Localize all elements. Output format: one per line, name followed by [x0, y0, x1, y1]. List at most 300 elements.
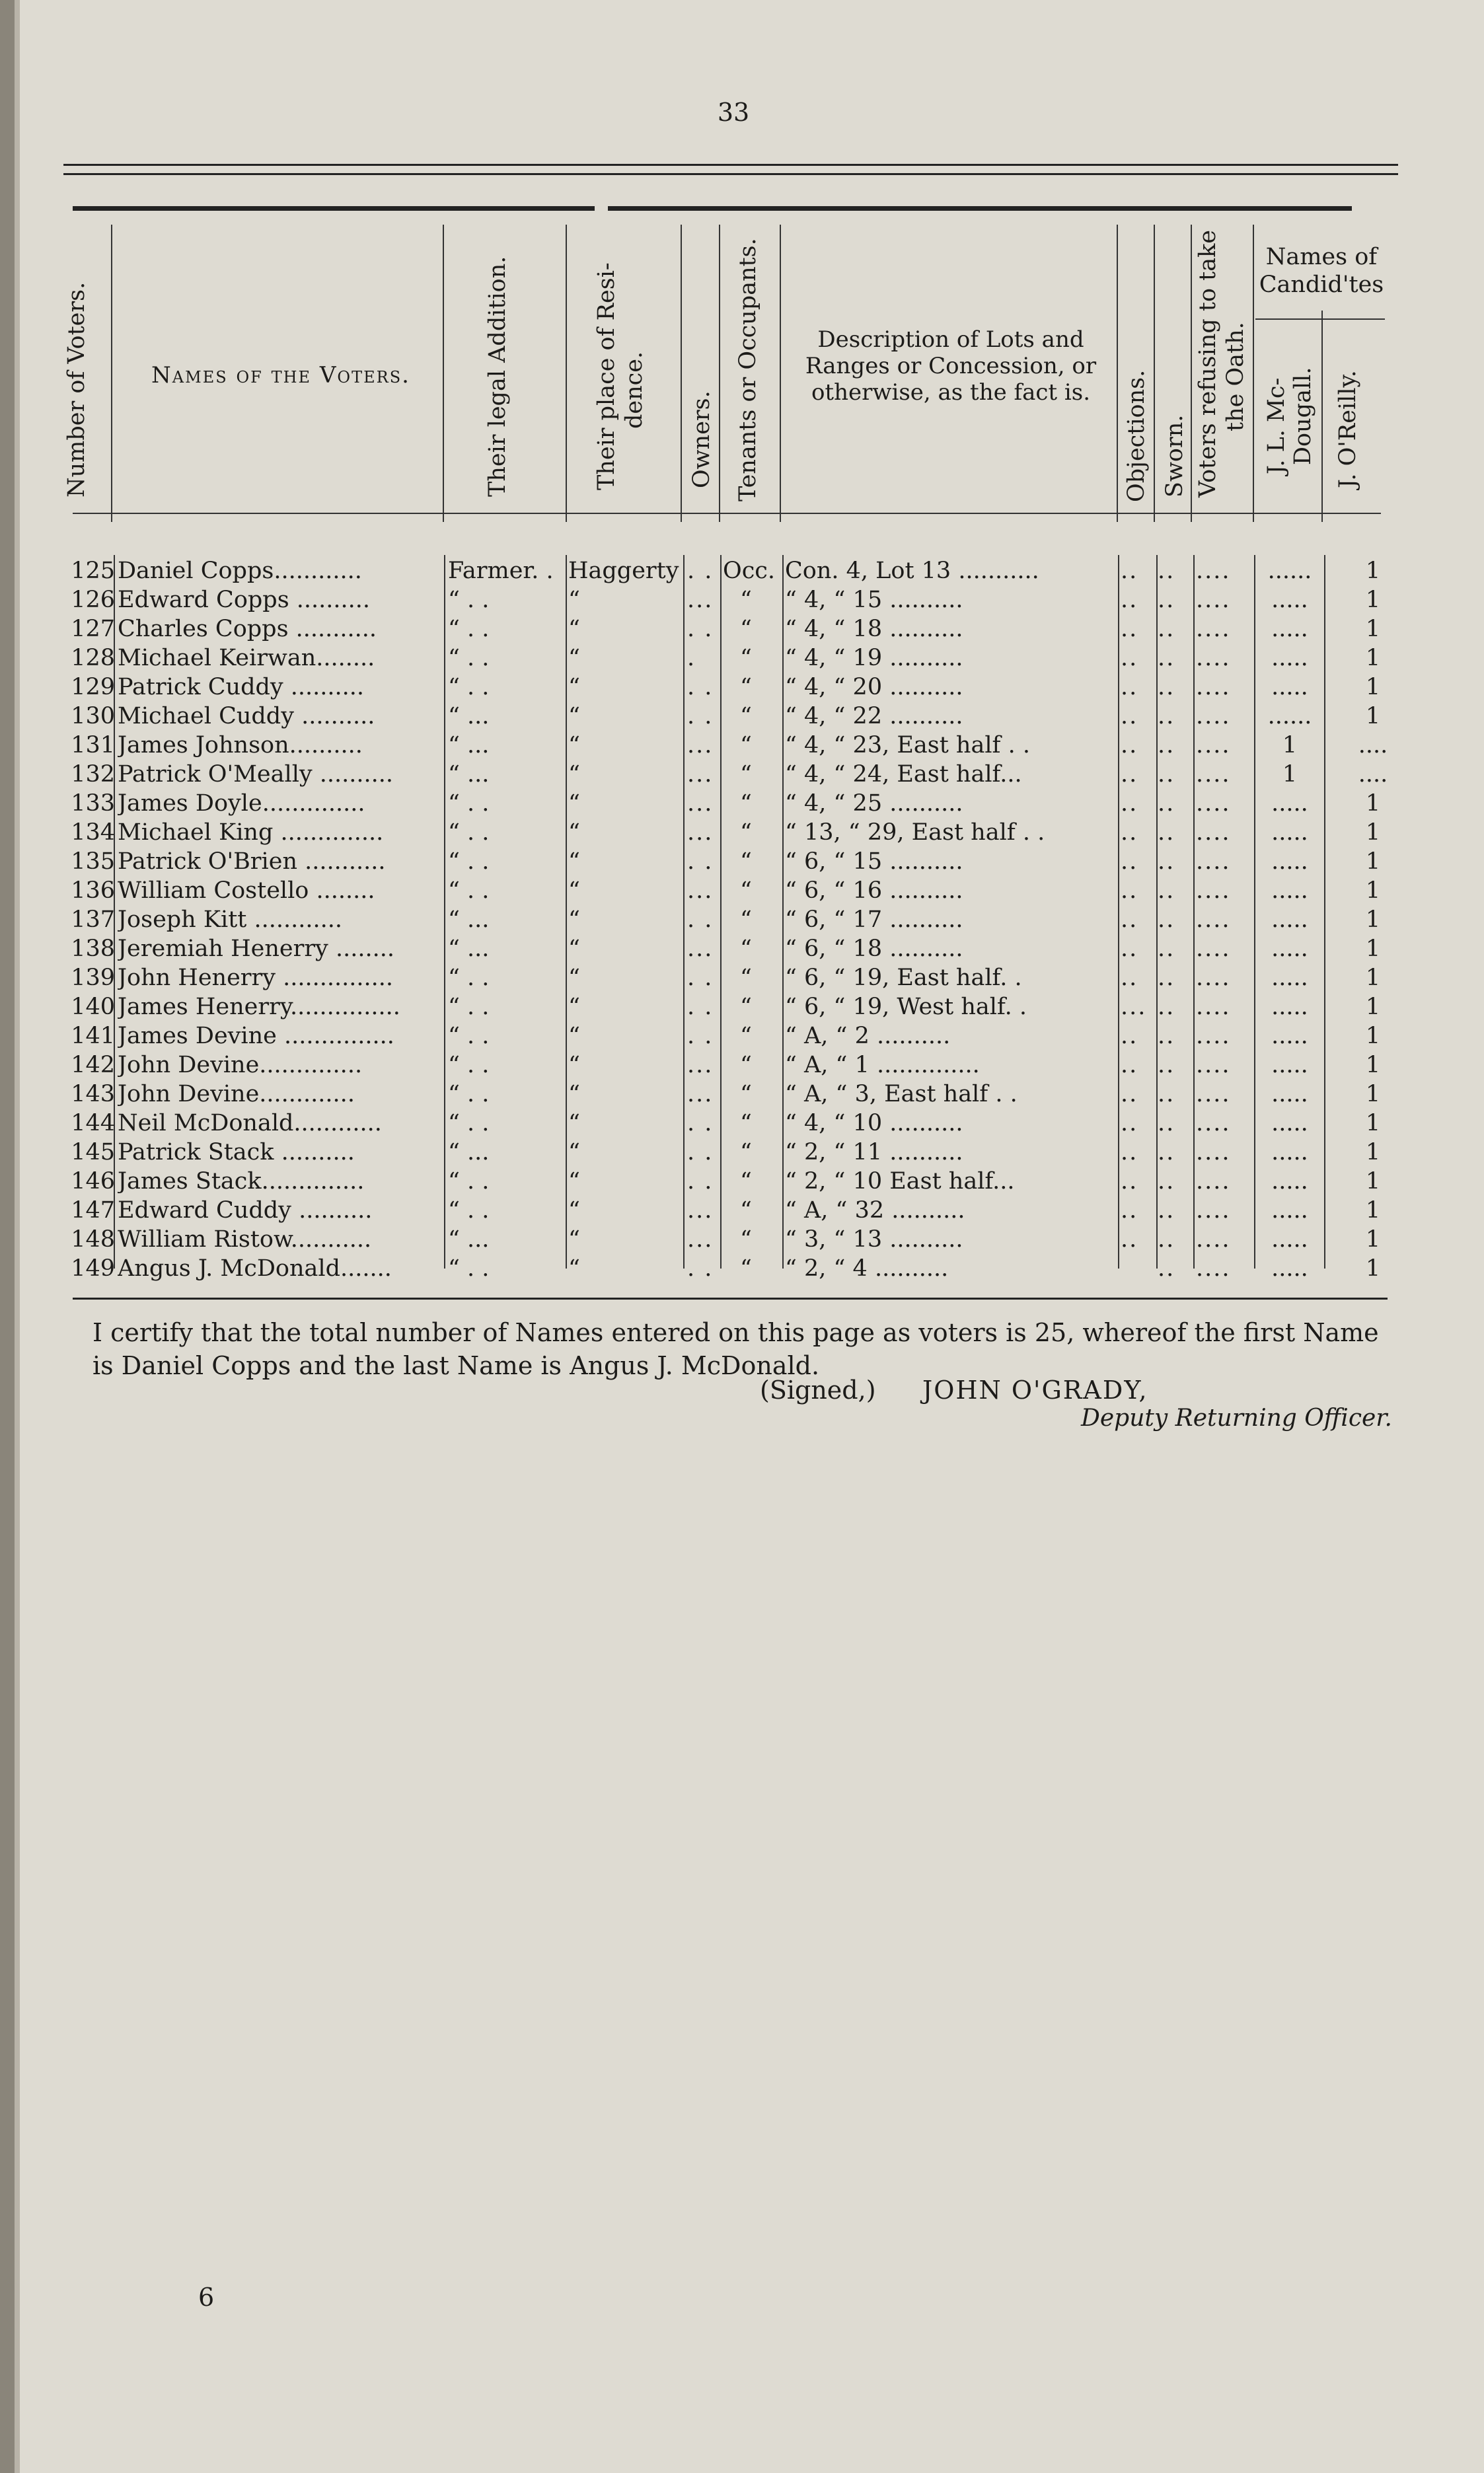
- candidates-underline: [1255, 318, 1385, 320]
- voter-number: 127: [71, 616, 115, 642]
- vote-oreilly: 1: [1365, 1226, 1381, 1253]
- sworn: ..: [1158, 819, 1175, 846]
- header-objections: Objections.: [1123, 369, 1150, 502]
- vote-mcdougall: .....: [1271, 790, 1308, 817]
- refusing-oath: ....: [1196, 1139, 1231, 1165]
- objections: ..: [1121, 645, 1138, 671]
- owners: ...: [687, 819, 714, 846]
- voter-name: Neil McDonald............: [118, 1110, 382, 1136]
- lot-description: “ 6, “ 15 ..........: [785, 848, 963, 875]
- vote-oreilly: 1: [1365, 1081, 1381, 1107]
- voter-name: James Devine ...............: [118, 1023, 394, 1049]
- table-row: [0, 731, 1484, 760]
- header-sworn: Sworn.: [1162, 414, 1188, 498]
- residence: “: [568, 906, 580, 933]
- refusing-oath: ....: [1196, 1255, 1231, 1282]
- owners: . .: [687, 1255, 714, 1282]
- table-row: [0, 644, 1484, 673]
- voter-name: Michael Cuddy ..........: [118, 703, 375, 729]
- table-row: [0, 818, 1484, 847]
- table-row: [0, 789, 1484, 818]
- header-candidate-mcdougall-line2: Dougall.: [1290, 367, 1316, 466]
- objections: ..: [1121, 936, 1138, 962]
- objections: ..: [1121, 732, 1138, 758]
- sworn: ..: [1158, 1052, 1175, 1078]
- objections: ..: [1121, 674, 1138, 700]
- residence: “: [568, 848, 580, 875]
- vote-oreilly: 1: [1365, 1139, 1381, 1165]
- legal-addition: “ ...: [448, 1139, 490, 1165]
- owners: .: [687, 645, 696, 671]
- tenants: “: [740, 703, 752, 729]
- voter-name: John Devine..............: [118, 1052, 363, 1078]
- legal-addition: “ ...: [448, 906, 490, 933]
- header-description-line2: Ranges or Concession, or: [805, 353, 1097, 379]
- owners: . .: [687, 616, 714, 642]
- vote-oreilly: 1: [1365, 1255, 1381, 1282]
- table-row: [0, 702, 1484, 731]
- refusing-oath: ....: [1196, 1168, 1231, 1195]
- header-divider: [681, 225, 682, 522]
- vote-mcdougall: .....: [1271, 1255, 1308, 1282]
- owners: . .: [687, 703, 714, 729]
- sworn: ..: [1158, 1226, 1175, 1253]
- header-divider: [1253, 225, 1254, 522]
- table-row: [0, 673, 1484, 702]
- header-candidate-mcdougall-line1: J. L. Mc-: [1263, 377, 1290, 475]
- refusing-oath: ....: [1196, 674, 1231, 700]
- lot-description: “ 4, “ 19 ..........: [785, 645, 963, 671]
- lot-description: “ 4, “ 24, East half...: [785, 761, 1022, 788]
- residence: “: [568, 1255, 580, 1282]
- voter-name: William Costello ........: [118, 877, 375, 904]
- owners: . .: [687, 965, 714, 991]
- table-row: [0, 1051, 1484, 1080]
- lot-description: “ 6, “ 17 ..........: [785, 906, 963, 933]
- refusing-oath: ....: [1196, 965, 1231, 991]
- refusing-oath: ....: [1196, 558, 1231, 584]
- residence: “: [568, 1139, 580, 1165]
- residence: “: [568, 819, 580, 846]
- table-row: [0, 963, 1484, 992]
- voter-name: James Henerry...............: [118, 994, 400, 1020]
- table-row: [0, 1196, 1484, 1225]
- vote-mcdougall: .....: [1271, 965, 1308, 991]
- voter-number: 134: [71, 819, 115, 846]
- lot-description: “ 4, “ 20 ..........: [785, 674, 963, 700]
- legal-addition: “ . .: [448, 1081, 490, 1107]
- voter-name: Patrick Cuddy ..........: [118, 674, 365, 700]
- voter-number: 140: [71, 994, 115, 1020]
- header-refusing-line2: the Oath.: [1222, 322, 1249, 431]
- sworn: ..: [1158, 965, 1175, 991]
- legal-addition: “ . .: [448, 994, 490, 1020]
- vote-oreilly: 1: [1365, 1197, 1381, 1224]
- signed-label: (Signed,): [760, 1376, 876, 1405]
- owners: . .: [687, 1168, 714, 1195]
- table-row: [0, 1080, 1484, 1109]
- vote-oreilly: 1: [1365, 703, 1381, 729]
- voter-number: 146: [71, 1168, 115, 1195]
- voter-name: Joseph Kitt ............: [118, 906, 342, 933]
- voter-number: 148: [71, 1226, 115, 1253]
- lot-description: “ 6, “ 16 ..........: [785, 877, 963, 904]
- residence: “: [568, 936, 580, 962]
- vote-oreilly: 1: [1365, 616, 1381, 642]
- tenants: “: [740, 1023, 752, 1049]
- table-row: [0, 1021, 1484, 1051]
- vote-mcdougall: .....: [1271, 1110, 1308, 1136]
- tenants: “: [740, 761, 752, 788]
- header-residence-line1: Their place of Resi-: [593, 262, 620, 491]
- table-row: [0, 556, 1484, 585]
- sworn: ..: [1158, 1023, 1175, 1049]
- legal-addition: “ . .: [448, 819, 490, 846]
- table-row: [0, 1138, 1484, 1167]
- tenants: “: [740, 1168, 752, 1195]
- objections: ..: [1121, 848, 1138, 875]
- header-description-line1: Description of Lots and: [817, 326, 1084, 353]
- header-tenants: Tenants or Occupants.: [735, 238, 761, 502]
- sworn: ..: [1158, 761, 1175, 788]
- refusing-oath: ....: [1196, 936, 1231, 962]
- sworn: ..: [1158, 1081, 1175, 1107]
- refusing-oath: ....: [1196, 994, 1231, 1020]
- legal-addition: “ ...: [448, 1226, 490, 1253]
- legal-addition: “ . .: [448, 1052, 490, 1078]
- voter-number: 128: [71, 645, 115, 671]
- owners: ...: [687, 877, 714, 904]
- tenants: “: [740, 1139, 752, 1165]
- voter-number: 129: [71, 674, 115, 700]
- lot-description: “ 2, “ 11 ..........: [785, 1139, 963, 1165]
- residence: “: [568, 1197, 580, 1224]
- owners: . .: [687, 848, 714, 875]
- folio-number: 6: [198, 2283, 215, 2312]
- voter-number: 143: [71, 1081, 115, 1107]
- header-divider: [111, 225, 112, 522]
- table-row: [0, 847, 1484, 876]
- vote-oreilly: ....: [1358, 761, 1388, 788]
- legal-addition: “ . .: [448, 965, 490, 991]
- voter-number: 130: [71, 703, 115, 729]
- page-number: 33: [717, 98, 750, 127]
- voter-number: 141: [71, 1023, 115, 1049]
- table-row: [0, 614, 1484, 644]
- residence: “: [568, 994, 580, 1020]
- legal-addition: “ ...: [448, 703, 490, 729]
- lot-description: “ 2, “ 10 East half...: [785, 1168, 1015, 1195]
- sworn: ..: [1158, 674, 1175, 700]
- objections: ..: [1121, 1110, 1138, 1136]
- table-row: [0, 1225, 1484, 1254]
- refusing-oath: ....: [1196, 848, 1231, 875]
- vote-mcdougall: .....: [1271, 1197, 1308, 1224]
- objections: ..: [1121, 1226, 1138, 1253]
- sworn: ..: [1158, 994, 1175, 1020]
- owners: ...: [687, 1226, 714, 1253]
- owners: . .: [687, 1023, 714, 1049]
- owners: ...: [687, 587, 714, 613]
- header-divider: [566, 225, 567, 522]
- refusing-oath: ....: [1196, 1023, 1231, 1049]
- tenants: “: [740, 616, 752, 642]
- vote-oreilly: 1: [1365, 877, 1381, 904]
- legal-addition: “ ...: [448, 761, 490, 788]
- voter-name: Daniel Copps............: [118, 558, 362, 584]
- refusing-oath: ....: [1196, 1110, 1231, 1136]
- tenants: “: [740, 790, 752, 817]
- legal-addition: “ . .: [448, 674, 490, 700]
- legal-addition: “ . .: [448, 1255, 490, 1282]
- header-candidates: Names of Candid'tes: [1259, 244, 1384, 298]
- vote-oreilly: 1: [1365, 906, 1381, 933]
- legal-addition: “ . .: [448, 645, 490, 671]
- vote-oreilly: 1: [1365, 936, 1381, 962]
- vote-oreilly: 1: [1365, 994, 1381, 1020]
- top-rule-1: [63, 164, 1398, 166]
- voter-name: William Ristow...........: [118, 1226, 372, 1253]
- legal-addition: “ . .: [448, 1168, 490, 1195]
- voter-number: 144: [71, 1110, 115, 1136]
- tenants: “: [740, 819, 752, 846]
- voter-number: 147: [71, 1197, 115, 1224]
- objections: ..: [1121, 1197, 1138, 1224]
- vote-mcdougall: .....: [1271, 1052, 1308, 1078]
- owners: ...: [687, 1197, 714, 1224]
- refusing-oath: ....: [1196, 819, 1231, 846]
- table-row: [0, 1254, 1484, 1283]
- owners: . .: [687, 906, 714, 933]
- header-divider: [1154, 225, 1155, 522]
- refusing-oath: ....: [1196, 1052, 1231, 1078]
- voter-name: James Doyle..............: [118, 790, 365, 817]
- header-divider: [1191, 225, 1192, 522]
- residence: “: [568, 645, 580, 671]
- owners: . .: [687, 1110, 714, 1136]
- table-row: [0, 585, 1484, 614]
- header-refusing-line1: Voters refusing to take: [1195, 229, 1221, 498]
- voter-name: Michael King ..............: [118, 819, 384, 846]
- residence: “: [568, 703, 580, 729]
- vote-mcdougall: .....: [1271, 1226, 1308, 1253]
- lot-description: “ A, “ 32 ..........: [785, 1197, 965, 1224]
- objections: ..: [1121, 965, 1138, 991]
- sworn: ..: [1158, 645, 1175, 671]
- owners: ...: [687, 732, 714, 758]
- tenants: “: [740, 1197, 752, 1224]
- sworn: ..: [1158, 1255, 1175, 1282]
- voter-number: 145: [71, 1139, 115, 1165]
- voter-number: 126: [71, 587, 115, 613]
- lot-description: “ 4, “ 15 ..........: [785, 587, 963, 613]
- header-owners: Owners.: [688, 390, 715, 488]
- owners: ...: [687, 761, 714, 788]
- table-row: [0, 1109, 1484, 1138]
- lot-description: “ 2, “ 4 ..........: [785, 1255, 949, 1282]
- lot-description: Con. 4, Lot 13 ...........: [785, 558, 1039, 584]
- tenants: “: [740, 674, 752, 700]
- vote-oreilly: 1: [1365, 558, 1381, 584]
- residence: “: [568, 1110, 580, 1136]
- voter-number: 135: [71, 848, 115, 875]
- vote-mcdougall: .....: [1271, 1023, 1308, 1049]
- vote-oreilly: 1: [1365, 1023, 1381, 1049]
- voter-name: Edward Copps ..........: [118, 587, 371, 613]
- legal-addition: Farmer. .: [448, 558, 554, 584]
- sworn: ..: [1158, 790, 1175, 817]
- vote-mcdougall: ......: [1267, 703, 1312, 729]
- voter-name: John Devine.............: [118, 1081, 355, 1107]
- table-row: [0, 934, 1484, 963]
- tenants: “: [740, 906, 752, 933]
- objections: ..: [1121, 877, 1138, 904]
- sworn: ..: [1158, 616, 1175, 642]
- signer-office: Deputy Returning Officer.: [1081, 1405, 1392, 1432]
- voter-number: 137: [71, 906, 115, 933]
- vote-mcdougall: .....: [1271, 994, 1308, 1020]
- lot-description: “ 3, “ 13 ..........: [785, 1226, 963, 1253]
- vote-mcdougall: .....: [1271, 819, 1308, 846]
- lot-description: “ A, “ 2 ..........: [785, 1023, 951, 1049]
- tenants: “: [740, 936, 752, 962]
- header-bottom-rule: [73, 513, 1381, 514]
- objections: ..: [1121, 819, 1138, 846]
- sworn: ..: [1158, 1110, 1175, 1136]
- header-rule-left: [73, 206, 595, 211]
- legal-addition: “ ...: [448, 732, 490, 758]
- tenants: “: [740, 1110, 752, 1136]
- voter-name: Charles Copps ...........: [118, 616, 377, 642]
- header-divider: [1117, 225, 1118, 522]
- header-rule-right: [608, 206, 1352, 211]
- tenants: “: [740, 1081, 752, 1107]
- residence: “: [568, 674, 580, 700]
- residence: “: [568, 790, 580, 817]
- refusing-oath: ....: [1196, 761, 1231, 788]
- vote-oreilly: 1: [1365, 790, 1381, 817]
- header-divider: [443, 225, 444, 522]
- header-candidate-oreilly: J. O'Reilly.: [1335, 370, 1361, 489]
- objections: ..: [1121, 1168, 1138, 1195]
- legal-addition: “ . .: [448, 1023, 490, 1049]
- vote-oreilly: 1: [1365, 819, 1381, 846]
- lot-description: “ 6, “ 18 ..........: [785, 936, 963, 962]
- vote-mcdougall: .....: [1271, 645, 1308, 671]
- tenants: “: [740, 1226, 752, 1253]
- lot-description: “ 13, “ 29, East half . .: [785, 819, 1045, 846]
- signer-name: JOHN O'GRADY,: [922, 1376, 1148, 1405]
- legal-addition: “ . .: [448, 790, 490, 817]
- residence: Haggerty: [568, 558, 679, 584]
- residence: “: [568, 1226, 580, 1253]
- sworn: ..: [1158, 1168, 1175, 1195]
- tenants: “: [740, 965, 752, 991]
- objections: ..: [1121, 906, 1138, 933]
- header-legal-addition: Their legal Addition.: [484, 256, 511, 498]
- header-description-line3: otherwise, as the fact is.: [811, 379, 1091, 406]
- voter-number: 149: [71, 1255, 115, 1282]
- voter-number: 138: [71, 936, 115, 962]
- voter-name: Jeremiah Henerry ........: [118, 936, 394, 962]
- tenants: Occ.: [723, 558, 776, 584]
- owners: ...: [687, 936, 714, 962]
- objections: ..: [1121, 587, 1138, 613]
- lot-description: “ 4, “ 23, East half . .: [785, 732, 1030, 758]
- tenants: “: [740, 587, 752, 613]
- table-bottom-rule: [73, 1298, 1388, 1300]
- lot-description: “ 6, “ 19, West half. .: [785, 994, 1027, 1020]
- residence: “: [568, 587, 580, 613]
- header-divider: [719, 225, 720, 522]
- objections: ..: [1121, 761, 1138, 788]
- header-divider: [780, 225, 781, 522]
- vote-mcdougall: 1: [1282, 732, 1298, 758]
- lot-description: “ 4, “ 10 ..........: [785, 1110, 963, 1136]
- sworn: ..: [1158, 936, 1175, 962]
- vote-mcdougall: .....: [1271, 848, 1308, 875]
- refusing-oath: ....: [1196, 1197, 1231, 1224]
- residence: “: [568, 1168, 580, 1195]
- vote-oreilly: 1: [1365, 848, 1381, 875]
- sworn: ..: [1158, 558, 1175, 584]
- vote-mcdougall: .....: [1271, 616, 1308, 642]
- refusing-oath: ....: [1196, 1081, 1231, 1107]
- lot-description: “ A, “ 1 ..............: [785, 1052, 980, 1078]
- voter-name: James Johnson..........: [118, 732, 363, 758]
- voter-number: 133: [71, 790, 115, 817]
- vote-mcdougall: .....: [1271, 674, 1308, 700]
- owners: ...: [687, 1052, 714, 1078]
- voter-name: Angus J. McDonald.......: [118, 1255, 392, 1282]
- lot-description: “ 4, “ 25 ..........: [785, 790, 963, 817]
- residence: “: [568, 732, 580, 758]
- lot-description: “ 6, “ 19, East half. .: [785, 965, 1022, 991]
- voter-name: Patrick Stack ..........: [118, 1139, 355, 1165]
- refusing-oath: ....: [1196, 645, 1231, 671]
- refusing-oath: ....: [1196, 587, 1231, 613]
- owners: . .: [687, 558, 714, 584]
- vote-mcdougall: .....: [1271, 1168, 1308, 1195]
- vote-mcdougall: .....: [1271, 906, 1308, 933]
- objections: ..: [1121, 703, 1138, 729]
- sworn: ..: [1158, 703, 1175, 729]
- refusing-oath: ....: [1196, 703, 1231, 729]
- residence: “: [568, 616, 580, 642]
- tenants: “: [740, 877, 752, 904]
- tenants: “: [740, 994, 752, 1020]
- vote-mcdougall: .....: [1271, 587, 1308, 613]
- table-row: [0, 760, 1484, 789]
- table-row: [0, 992, 1484, 1021]
- refusing-oath: ....: [1196, 790, 1231, 817]
- vote-oreilly: 1: [1365, 1052, 1381, 1078]
- residence: “: [568, 1023, 580, 1049]
- refusing-oath: ....: [1196, 1226, 1231, 1253]
- vote-oreilly: 1: [1365, 1110, 1381, 1136]
- objections: ..: [1121, 1139, 1138, 1165]
- tenants: “: [740, 1052, 752, 1078]
- vote-mcdougall: 1: [1282, 761, 1298, 788]
- tenants: “: [740, 732, 752, 758]
- owners: . .: [687, 674, 714, 700]
- legal-addition: “ . .: [448, 1110, 490, 1136]
- residence: “: [568, 761, 580, 788]
- lot-description: “ A, “ 3, East half . .: [785, 1081, 1018, 1107]
- voter-name: Edward Cuddy ..........: [118, 1197, 373, 1224]
- owners: . .: [687, 1139, 714, 1165]
- objections: ..: [1121, 790, 1138, 817]
